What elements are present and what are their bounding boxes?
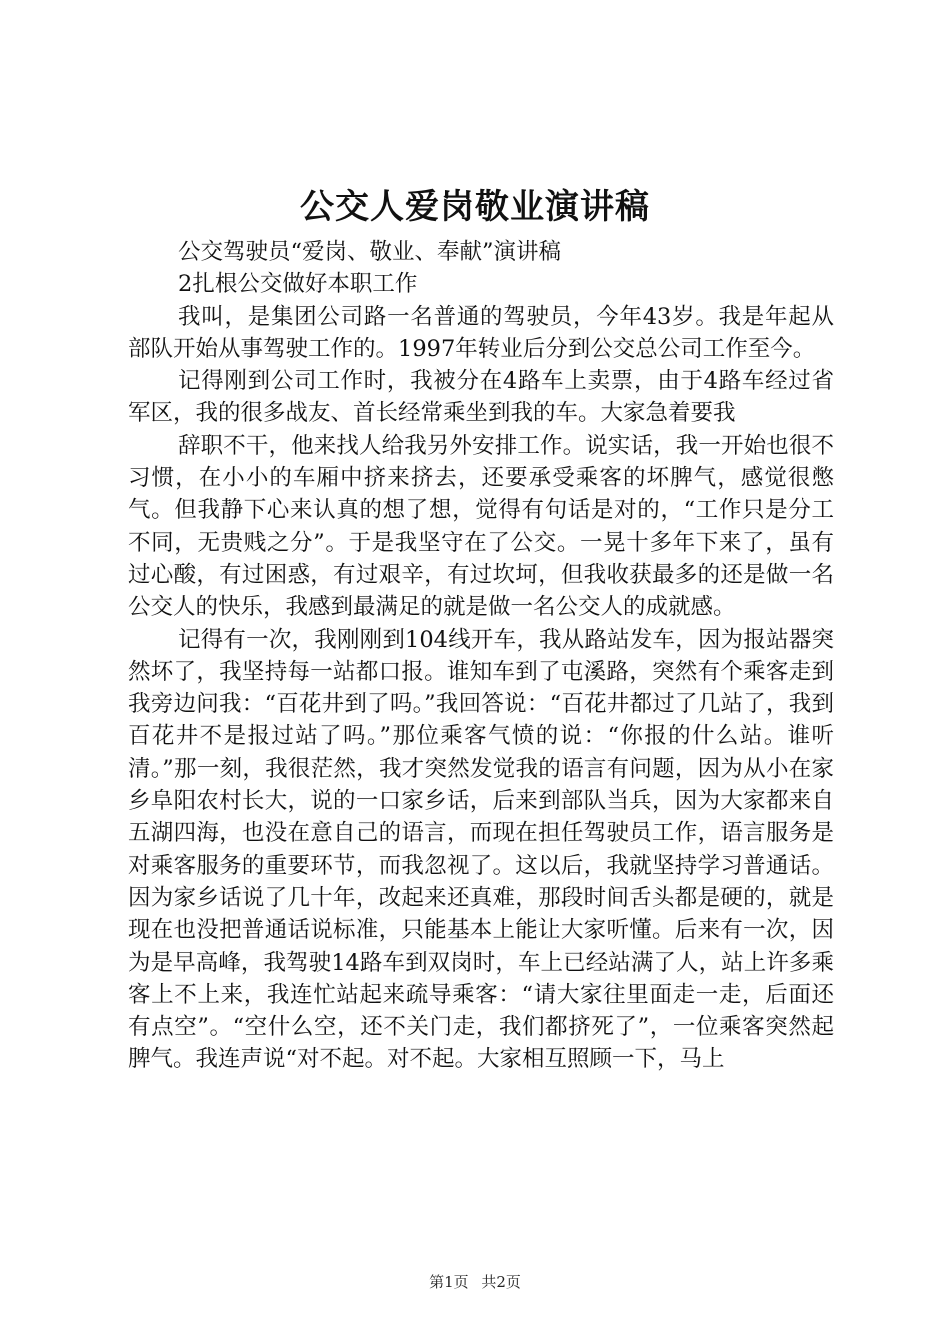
body-paragraph: 公交驾驶员“爱岗、敬业、奉献”演讲稿 — [178, 239, 562, 265]
document-title: 公交人爱岗敬业演讲稿 — [300, 187, 650, 227]
body-paragraph: 2扎根公交做好本职工作 — [178, 271, 418, 298]
document-body — [128, 236, 834, 1076]
body-paragraph: 辞职不干，他来找人给我另外安排工作。说实话，我一开始也很不习惯，在小小的车厢中挤来挤去，还要承受乘客的坏脾气，感觉很憋气。但我静下心来认真的想了想，觉得有句话是对的，“工作只是分工不同，无贵贱之分”。于是我坚守在了公交。一晃十多年下来了，虽有过心酸，有过困惑，有过艰辛，有过坎坷，但我收获最多的还是做一名公交人的快乐，我感到最满足的就是做一名公交人的成就感。 — [128, 432, 834, 621]
page-number: 第1页 — [429, 1273, 469, 1291]
page-footer — [0, 1272, 950, 1292]
body-paragraph: 我叫，是集团公司路一名普通的驾驶员，今年43岁。我是年起从部队开始从事驾驶工作的。1997年转业后分到公交总公司工作至今。 — [128, 303, 834, 362]
page-total: 共2页 — [481, 1273, 521, 1291]
body-paragraph: 记得有一次，我刚刚到104线开车，我从路站发车，因为报站器突然坏了，我坚持每一站都口报。谁知车到了屯溪路，突然有个乘客走到我旁边问我：“百花井到了吗。”我回答说：“百花井都过了几站了，我到百花井不是报过站了吗。”那位乘客气愤的说：“你报的什么站。谁听清。”那一刻，我很茫然，我才突然发觉我的语言有问题，因为从小在家乡阜阳农村长大，说的一口家乡话，后来到部队当兵，因为大家都来自五湖四海，也没在意自己的语言，而现在担任驾驶员工作，语言服务是对乘客服务的重要环节，而我忽视了。这以后，我就坚持学习普通话。因为家乡话说了几十年，改起来还真难，那段时间舌头都是硬的，就是现在也没把普通话说标准，只能基本上能让大家听懂。后来有一次，因为是早高峰，我驾驶14路车到双岗时，车上已经站满了人，站上许多乘客上不上来，我连忙站起来疏导乘客：“请大家往里面走一走，后面还有点空”。“空什么空，还不关门走，我们都挤死了”，一位乘客突然起脾气。我连声说“对不起。对不起。大家相互照顾一下，马上 — [128, 626, 834, 1073]
body-paragraph: 记得刚到公司工作时，我被分在4路车上卖票，由于4路车经过省军区，我的很多战友、首长经常乘坐到我的车。大家急着要我 — [128, 368, 834, 427]
